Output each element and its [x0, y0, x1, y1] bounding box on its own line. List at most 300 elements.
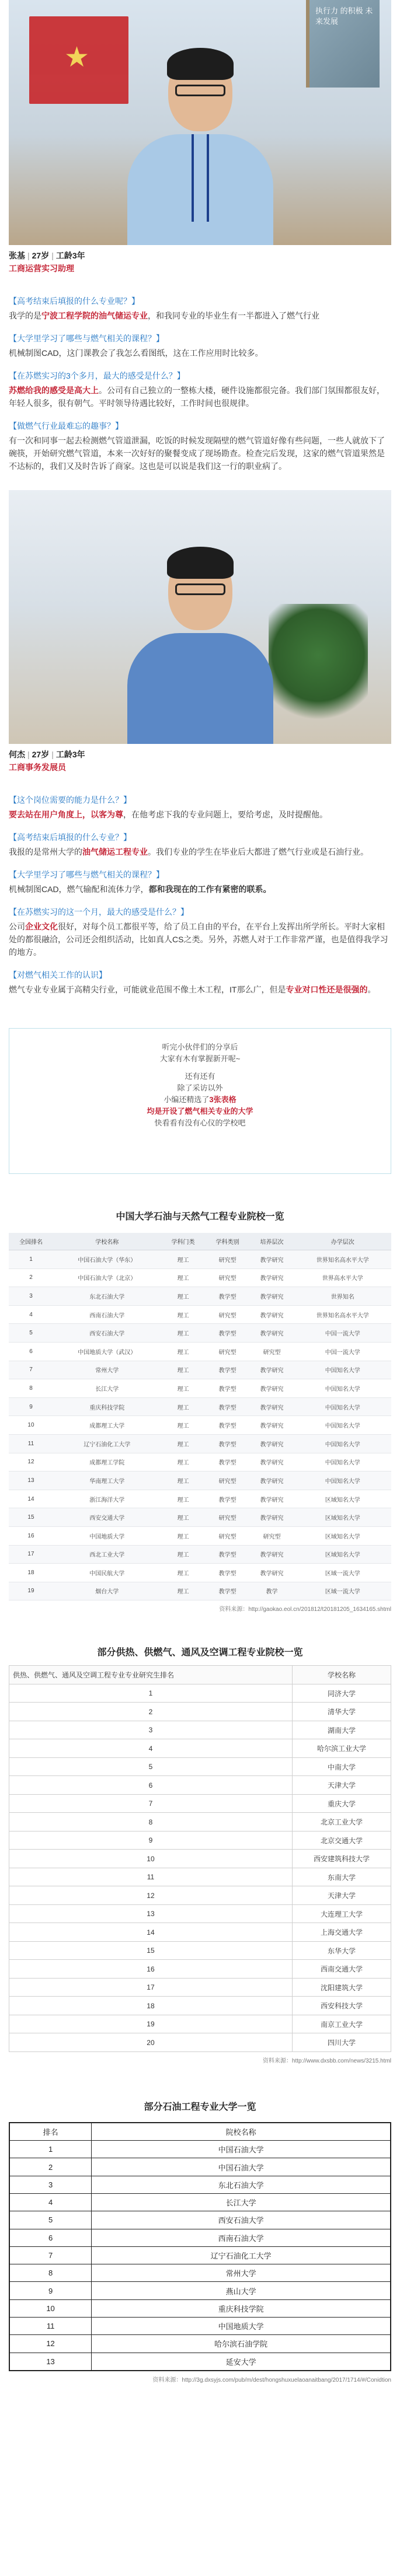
table-row — [9, 1757, 391, 1776]
table-cell: 长江大学 — [92, 2193, 391, 2211]
table-cell: 教学研究 — [250, 1268, 294, 1287]
table-cell: 10 — [9, 1850, 293, 1868]
table-cell: 教学研究 — [250, 1434, 294, 1453]
table-cell: 1 — [9, 1684, 293, 1703]
table-cell: 研究型 — [250, 1342, 294, 1361]
table-cell: 西安科技大学 — [292, 1997, 391, 2015]
share-line: 还有还有 — [185, 1072, 215, 1081]
table-cell: 3 — [9, 1721, 293, 1739]
answer — [9, 845, 391, 858]
question: 【高考结束后填报的什么专业呢？】 — [9, 296, 140, 306]
table-cell: 教学研究 — [250, 1490, 294, 1508]
table-cell: 中国知名大学 — [294, 1397, 391, 1416]
table2-title: 部分供热、供燃气、通风及空调工程专业院校一览 — [97, 1648, 303, 1658]
table-cell: 教学研究 — [250, 1471, 294, 1490]
table-cell: 研究型 — [206, 1250, 250, 1269]
table-row — [9, 1287, 391, 1306]
table1-title: 中国大学石油与天然气工程专业院校一览 — [116, 1212, 284, 1222]
table-cell: 东南大学 — [292, 1868, 391, 1886]
table-cell: 上海交通大学 — [292, 1923, 391, 1942]
table-cell: 14 — [9, 1490, 53, 1508]
table-cell: 西南石油大学 — [53, 1305, 161, 1324]
table-cell: 浙江海洋大学 — [53, 1490, 161, 1508]
table-cell: 12 — [9, 2335, 92, 2353]
table-cell: 中国地质大学 — [92, 2318, 391, 2335]
answer-text: 都和我现在的工作有紧密的联系。 — [148, 885, 272, 894]
table-cell: 中国知名大学 — [294, 1471, 391, 1490]
table-cell: 西安石油大学 — [53, 1324, 161, 1343]
answer — [9, 309, 391, 322]
share-line — [9, 1094, 391, 1106]
table-row — [9, 1545, 391, 1564]
table-cell: 7 — [9, 1361, 53, 1379]
answer-text: 很好，对每个员工都很平等，给了员工自由的平台，在平台上发挥出所学所长。平时大家相处的都很融洽，公司还会组织活动，比如真人CS之类。另外，苏燃人对于工作非常严谨，也是值得我学习的地方。 — [9, 922, 388, 957]
table-row — [9, 1434, 391, 1453]
table-row — [9, 2264, 391, 2282]
table-cell: 18 — [9, 1564, 53, 1582]
table-row — [9, 2193, 391, 2211]
table-cell: 6 — [9, 1342, 53, 1361]
table-cell: 常州大学 — [53, 1361, 161, 1379]
table-cell: 教学型 — [206, 1361, 250, 1379]
question: 【高考结束后填报的什么专业？】 — [9, 833, 131, 842]
table-cell: 世界知名高水平大学 — [294, 1250, 391, 1269]
table-cell: 4 — [9, 1739, 293, 1758]
answer-text: 。我们专业的学生在毕业后大都进了燃气行业或是石油行业。 — [148, 847, 368, 857]
person2-caption: 何杰 | 27岁 | 工龄3年 — [9, 750, 85, 759]
table-row — [9, 1250, 391, 1269]
table-cell: 中国石油大学 — [92, 2141, 391, 2158]
table-cell: 教学研究 — [250, 1416, 294, 1435]
table-cell: 6 — [9, 1776, 293, 1795]
table-cell: 教学研究 — [250, 1397, 294, 1416]
table-row — [9, 1868, 391, 1886]
answer-text: 机械制图CAD，这门课教会了我怎么看图纸，这在工作应用时比较多。 — [9, 348, 263, 358]
table-cell: 17 — [9, 1545, 53, 1564]
table-row — [9, 1582, 391, 1600]
table3-title: 部分石油工程专业大学一览 — [144, 2102, 256, 2112]
table-cell: 教学研究 — [250, 1361, 294, 1379]
share-line: 听完小伙伴们的分享后 — [162, 1043, 238, 1051]
table-cell: 中国一流大学 — [294, 1342, 391, 1361]
table-cell: 中国地质大学 — [53, 1526, 161, 1545]
answer-text: 。 — [367, 985, 376, 994]
table-row — [9, 2353, 391, 2371]
table-cell: 14 — [9, 1923, 293, 1942]
table-cell: 理工 — [161, 1490, 206, 1508]
table-header-row — [9, 1233, 391, 1250]
answer-text: ，在他考虑下我的专业问题上，要给考虑，及时提醒他。 — [123, 810, 328, 819]
table-cell: 天津大学 — [292, 1886, 391, 1905]
table-cell: 北京交通大学 — [292, 1831, 391, 1850]
table-cell: 理工 — [161, 1471, 206, 1490]
table-row — [9, 1721, 391, 1739]
person1-age: 27岁 — [32, 251, 50, 260]
table-row — [9, 1342, 391, 1361]
answer-highlight: 苏燃给我的感受是高大上 — [9, 386, 99, 395]
table-cell: 华南理工大学 — [53, 1471, 161, 1490]
table2-source: 资料来源：http://www.dxsbb.com/news/3215.html — [262, 2057, 391, 2064]
table-cell: 教学研究 — [250, 1305, 294, 1324]
table-cell: 西北工业大学 — [53, 1545, 161, 1564]
table-cell: 辽宁石油化工大学 — [53, 1434, 161, 1453]
table-cell: 清华大学 — [292, 1703, 391, 1721]
share-line: 大家有木有掌握新开呢~ — [159, 1054, 241, 1063]
table-cell: 20 — [9, 2033, 293, 2052]
table-row — [9, 1397, 391, 1416]
table3-petroleum-universities — [9, 2122, 391, 2371]
table-cell: 教学型 — [206, 1545, 250, 1564]
table-cell: 区域知名大学 — [294, 1526, 391, 1545]
answer-text: 我学的是 — [9, 311, 41, 320]
table-row — [9, 2158, 391, 2176]
table2-hvac-universities — [9, 1665, 391, 2052]
table-cell: 教学型 — [206, 1582, 250, 1600]
column-header: 院校名称 — [92, 2123, 391, 2141]
answer-text: 机械制图CAD，燃气输配和流体力学， — [9, 885, 149, 894]
table-cell: 世界高水平大学 — [294, 1268, 391, 1287]
table-cell: 教学型 — [206, 1490, 250, 1508]
table-cell: 延安大学 — [92, 2353, 391, 2371]
table-row — [9, 2176, 391, 2193]
table-row — [9, 1739, 391, 1758]
table-cell: 中国石油大学（北京） — [53, 1268, 161, 1287]
table-cell: 12 — [9, 1453, 53, 1471]
interview-photo-2 — [9, 490, 391, 744]
table-cell: 理工 — [161, 1324, 206, 1343]
table-row — [9, 2015, 391, 2033]
table-cell: 研究型 — [250, 1526, 294, 1545]
table-cell: 成都理工学院 — [53, 1453, 161, 1471]
table-cell: 研究型 — [206, 1305, 250, 1324]
table-cell: 8 — [9, 1379, 53, 1398]
table-cell: 教学研究 — [250, 1250, 294, 1269]
table-cell: 理工 — [161, 1397, 206, 1416]
share-highlight: 3张表格 — [209, 1095, 236, 1104]
person1-name: 张基 — [9, 251, 25, 260]
share-card — [9, 1028, 391, 1174]
table-cell: 研究型 — [206, 1526, 250, 1545]
table-cell: 9 — [9, 1397, 53, 1416]
table-cell: 理工 — [161, 1564, 206, 1582]
wall-poster — [306, 0, 380, 88]
table-row — [9, 1813, 391, 1831]
table-row — [9, 1508, 391, 1527]
interviewee-figure — [127, 53, 273, 245]
wall-poster-text: 执行力 的积极 未来发展 — [315, 6, 373, 26]
column-header: 学校名称 — [53, 1233, 161, 1250]
table-cell: 教学型 — [206, 1453, 250, 1471]
person2-years: 工龄3年 — [55, 750, 85, 759]
table-cell: 2 — [9, 1703, 293, 1721]
table-cell: 天津大学 — [292, 1776, 391, 1795]
table-row — [9, 1324, 391, 1343]
table-row — [9, 1684, 391, 1703]
answer-highlight: 专业对口性还是很强的 — [286, 985, 368, 994]
table-cell: 西南石油大学 — [92, 2229, 391, 2246]
column-header: 学校名称 — [292, 1666, 391, 1684]
table-cell: 理工 — [161, 1342, 206, 1361]
table-cell: 11 — [9, 2318, 92, 2335]
table-cell: 10 — [9, 1416, 53, 1435]
table-cell: 湖南大学 — [292, 1721, 391, 1739]
table-cell: 西南交通大学 — [292, 1960, 391, 1979]
person1-years: 工龄3年 — [55, 251, 85, 260]
table-cell: 理工 — [161, 1416, 206, 1435]
answer — [9, 434, 391, 473]
table-cell: 1 — [9, 2141, 92, 2158]
answer — [9, 808, 391, 821]
table-row — [9, 2229, 391, 2246]
table-cell: 教学型 — [206, 1416, 250, 1435]
table-cell: 区域一流大学 — [294, 1564, 391, 1582]
table-row — [9, 1703, 391, 1721]
table-cell: 研究型 — [206, 1268, 250, 1287]
table-row — [9, 1997, 391, 2015]
table-cell: 5 — [9, 2211, 92, 2229]
table-cell: 重庆大学 — [292, 1794, 391, 1813]
answer-highlight: 要去站在用户角度上，以客为尊 — [9, 810, 123, 819]
table-cell: 理工 — [161, 1268, 206, 1287]
table-cell: 西安建筑科技大学 — [292, 1850, 391, 1868]
table-cell: 理工 — [161, 1526, 206, 1545]
column-header: 办学层次 — [294, 1233, 391, 1250]
table-cell: 15 — [9, 1941, 293, 1960]
table-cell: 7 — [9, 1794, 293, 1813]
table-cell: 19 — [9, 1582, 53, 1600]
share-spacer — [9, 1065, 391, 1071]
table-cell: 中国知名大学 — [294, 1434, 391, 1453]
table-cell: 12 — [9, 1886, 293, 1905]
person2-qa-list — [9, 794, 391, 996]
table-row — [9, 2318, 391, 2335]
column-header: 排名 — [9, 2123, 92, 2141]
table-cell: 中南大学 — [292, 1757, 391, 1776]
table-cell: 7 — [9, 2246, 92, 2264]
table-cell: 5 — [9, 1757, 293, 1776]
interviewee-figure — [127, 551, 273, 744]
table-cell: 9 — [9, 2282, 92, 2299]
table-cell: 区域一流大学 — [294, 1582, 391, 1600]
table-cell: 研究型 — [206, 1508, 250, 1527]
table-cell: 教学型 — [206, 1434, 250, 1453]
table-row — [9, 2211, 391, 2229]
table-row — [9, 2299, 391, 2317]
table-cell: 中国地质大学（武汉） — [53, 1342, 161, 1361]
person2-name: 何杰 — [9, 750, 25, 759]
table-row — [9, 1268, 391, 1287]
question: 【大学里学习了哪些与燃气相关的课程？】 — [9, 334, 164, 343]
table-cell: 8 — [9, 1813, 293, 1831]
table-cell: 成都理工大学 — [53, 1416, 161, 1435]
question: 【大学里学习了哪些与燃气相关的课程？】 — [9, 870, 164, 879]
answer-text: ，和我同专业的毕业生有一半都进入了燃气行业 — [148, 311, 319, 320]
table-row — [9, 2033, 391, 2052]
table-row — [9, 1886, 391, 1905]
person2-age: 27岁 — [32, 750, 50, 759]
table-cell: 19 — [9, 2015, 293, 2033]
column-header: 学科门类 — [161, 1233, 206, 1250]
table-cell: 东华大学 — [292, 1941, 391, 1960]
table-cell: 理工 — [161, 1582, 206, 1600]
table-header-row — [9, 2123, 391, 2141]
table-cell: 理工 — [161, 1434, 206, 1453]
column-header: 培养层次 — [250, 1233, 294, 1250]
table-cell: 教学型 — [206, 1397, 250, 1416]
table-cell: 理工 — [161, 1250, 206, 1269]
table-row — [9, 1850, 391, 1868]
table-cell: 烟台大学 — [53, 1582, 161, 1600]
table-cell: 3 — [9, 1287, 53, 1306]
table-cell: 13 — [9, 1471, 53, 1490]
table-cell: 13 — [9, 2353, 92, 2371]
table-cell: 西安石油大学 — [92, 2211, 391, 2229]
table-row — [9, 1960, 391, 1979]
question: 【在苏燃实习的3个多月，最大的感受是什么？】 — [9, 371, 185, 380]
answer-text: 我报的是常州大学的 — [9, 847, 82, 857]
answer-highlight: 油气储运工程专业 — [82, 847, 148, 857]
table-cell: 5 — [9, 1324, 53, 1343]
table-cell: 四川大学 — [292, 2033, 391, 2052]
table-cell: 辽宁石油化工大学 — [92, 2246, 391, 2264]
person1-caption: 张基 | 27岁 | 工龄3年 — [9, 251, 85, 260]
table-cell: 中国石油大学 — [92, 2158, 391, 2176]
table-row — [9, 1305, 391, 1324]
table-cell: 大连理工大学 — [292, 1904, 391, 1923]
table-cell: 重庆科技学院 — [92, 2299, 391, 2317]
answer-text: 。公司有自己独立的一整栋大楼，硬件设施都很完备。我们部门氛围都很友好，年轻人很多，很有朝气。平时领导待遇比较好，工作时间也很规律。 — [9, 386, 385, 408]
table-cell: 17 — [9, 1978, 293, 1997]
table-cell: 西安交通大学 — [53, 1508, 161, 1527]
table-row — [9, 1831, 391, 1850]
table-header-row — [9, 1666, 391, 1684]
table-cell: 教学型 — [206, 1324, 250, 1343]
table-cell: 16 — [9, 1960, 293, 1979]
table-row — [9, 2335, 391, 2353]
table-row — [9, 1453, 391, 1471]
table-row — [9, 1564, 391, 1582]
table-cell: 常州大学 — [92, 2264, 391, 2282]
answer-highlight: 企业文化 — [25, 922, 58, 931]
table-cell: 燕山大学 — [92, 2282, 391, 2299]
question: 【在苏燃实习的这一个月，最大的感受是什么？】 — [9, 907, 189, 917]
table-cell: 中国一流大学 — [294, 1324, 391, 1343]
table-cell: 理工 — [161, 1508, 206, 1527]
table-cell: 区域知名大学 — [294, 1490, 391, 1508]
table-cell: 13 — [9, 1904, 293, 1923]
table-cell: 16 — [9, 1526, 53, 1545]
table-row — [9, 1794, 391, 1813]
table-row — [9, 1471, 391, 1490]
answer — [9, 883, 391, 896]
column-header: 供热、供燃气、通风及空调工程专业专业研究生排名 — [9, 1666, 293, 1684]
table-row — [9, 2282, 391, 2299]
share-line-prefix: 小编还精选了 — [164, 1095, 210, 1104]
table-cell: 理工 — [161, 1453, 206, 1471]
table-row — [9, 1490, 391, 1508]
table-cell: 教学研究 — [250, 1508, 294, 1527]
answer — [9, 983, 391, 996]
table-cell: 区域知名大学 — [294, 1545, 391, 1564]
person1-qa-list — [9, 295, 391, 473]
answer-text: 燃气专业专业属于高精尖行业，可能就业范围不像土木工程，IT那么广，但是 — [9, 985, 286, 994]
table-cell: 教学 — [250, 1582, 294, 1600]
table-cell: 教学研究 — [250, 1564, 294, 1582]
table-row — [9, 1526, 391, 1545]
answer — [9, 920, 391, 959]
table-cell: 3 — [9, 2176, 92, 2193]
table-cell: 中国知名大学 — [294, 1379, 391, 1398]
table-cell: 东北石油大学 — [53, 1287, 161, 1306]
person2-section — [9, 744, 391, 996]
share-line: 均是开设了燃气相关专业的大学 — [147, 1107, 253, 1116]
share-line: 除了采访以外 — [177, 1083, 223, 1092]
table-row — [9, 1941, 391, 1960]
table-row — [9, 1361, 391, 1379]
answer-text: 公司 — [9, 922, 25, 931]
table-cell: 2 — [9, 1268, 53, 1287]
table-cell: 9 — [9, 1831, 293, 1850]
table-cell: 4 — [9, 1305, 53, 1324]
table-cell: 研究型 — [206, 1471, 250, 1490]
table-cell: 10 — [9, 2299, 92, 2317]
table-cell: 理工 — [161, 1379, 206, 1398]
table-cell: 区域知名大学 — [294, 1508, 391, 1527]
table-cell: 教学型 — [206, 1564, 250, 1582]
table-cell: 同济大学 — [292, 1684, 391, 1703]
table-cell: 中国民航大学 — [53, 1564, 161, 1582]
question: 【这个岗位需要的能力是什么？】 — [9, 795, 131, 805]
table-cell: 8 — [9, 2264, 92, 2282]
table-cell: 中国知名大学 — [294, 1361, 391, 1379]
table-cell: 哈尔滨石油学院 — [92, 2335, 391, 2353]
table-cell: 东北石油大学 — [92, 2176, 391, 2193]
table-cell: 沈阳建筑大学 — [292, 1978, 391, 1997]
person2-role: 工商事务发展员 — [9, 763, 66, 772]
table-cell: 理工 — [161, 1361, 206, 1379]
table-cell: 哈尔滨工业大学 — [292, 1739, 391, 1758]
answer-text: 有一次和同事一起去检测燃气管道泄漏，吃饭的时候发现隔壁的燃气管道好像有些问题，一些人就放下了碗筷，开始研究燃气管道，本来一次好好的聚餐变成了现场勘查。检查完后发现，这家的燃气管道果然是不达标的，我们又及时告诉了商家。这也是可以说是我们这一行的职业病了。 — [9, 436, 385, 471]
table1-oil-gas-universities — [9, 1233, 391, 1600]
table-cell: 11 — [9, 1434, 53, 1453]
table-row — [9, 1379, 391, 1398]
table-cell: 理工 — [161, 1545, 206, 1564]
table-cell: 长江大学 — [53, 1379, 161, 1398]
table-cell: 教学型 — [206, 1379, 250, 1398]
table-cell: 1 — [9, 1250, 53, 1269]
table-cell: 中国知名大学 — [294, 1453, 391, 1471]
table-cell: 北京工业大学 — [292, 1813, 391, 1831]
interview-photo-1 — [9, 0, 391, 245]
table-cell: 重庆科技学院 — [53, 1397, 161, 1416]
column-header: 全国排名 — [9, 1233, 53, 1250]
table1-source: 资料来源：http://gaokao.eol.cn/201812/t20181205_1634165.shtml — [219, 1606, 391, 1613]
table-cell: 世界知名 — [294, 1287, 391, 1306]
table-cell: 理工 — [161, 1287, 206, 1306]
question: 【做燃气行业最难忘的趣事？】 — [9, 421, 123, 431]
table-cell: 教学研究 — [250, 1379, 294, 1398]
share-line: 快看看有没有心仪的学校吧 — [154, 1119, 246, 1127]
table-cell: 18 — [9, 1997, 293, 2015]
answer — [9, 384, 391, 410]
table-cell: 教学型 — [206, 1287, 250, 1306]
office-plant — [269, 604, 368, 732]
table-cell: 南京工业大学 — [292, 2015, 391, 2033]
table3-source: 资料来源：http://3g.dxsyjs.com/pub/m/dest/hongshuxuelaoanaitbang/2017/1714/#/Conidtion — [152, 2376, 391, 2383]
table-row — [9, 1978, 391, 1997]
table-cell: 教学研究 — [250, 1545, 294, 1564]
table-cell: 世界知名高水平大学 — [294, 1305, 391, 1324]
